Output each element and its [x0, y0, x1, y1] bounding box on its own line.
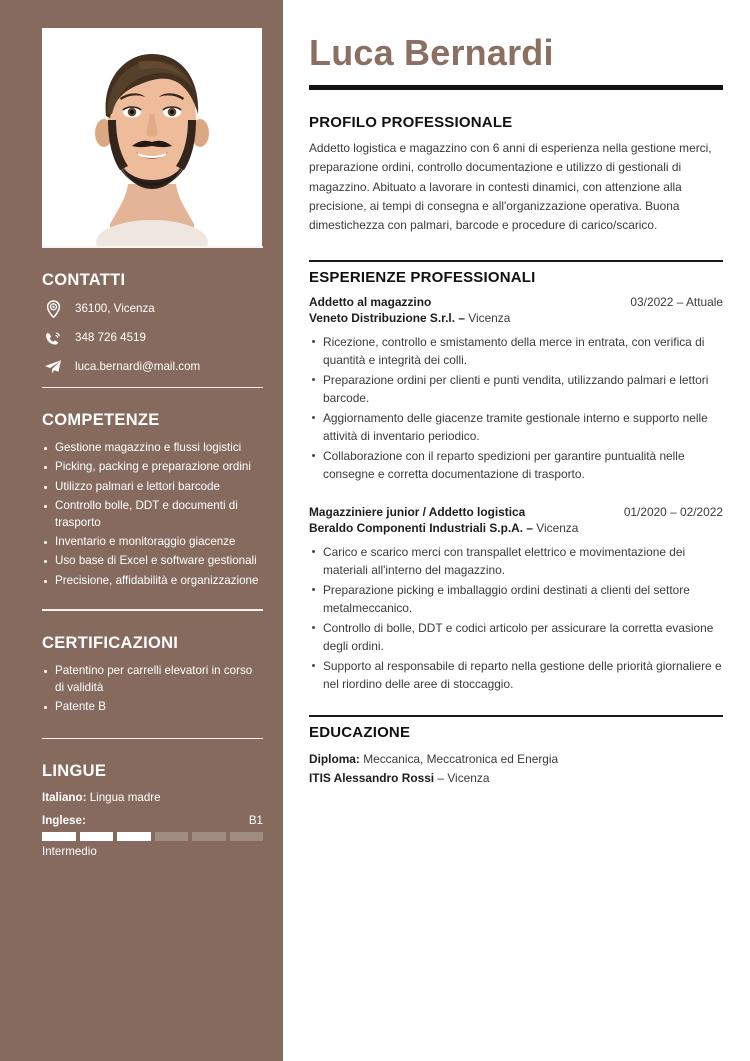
- job-organization: [309, 521, 723, 535]
- list-item: Aggiornamento delle giacenze tramite gestionale interno e supporto nelle attività di inventario periodico.: [309, 409, 723, 445]
- job-company: Beraldo Componenti Industriali S.p.A.: [309, 520, 524, 535]
- contact-address-text: 36100, Vicenza: [75, 301, 155, 315]
- section-contacts: [42, 248, 263, 375]
- list-item: Carico e scarico merci con transpallet elettrico e movimentazione dei materiali all'interno del magazzino.: [309, 543, 723, 579]
- language-level-segment: [80, 832, 114, 841]
- language-level-bar: [42, 832, 263, 841]
- language-native: [42, 791, 263, 804]
- education-separator: –: [434, 770, 448, 785]
- experience-entry: [309, 295, 723, 484]
- divider-skills: [42, 387, 263, 389]
- profile-text: Addetto logistica e magazzino con 6 anni di esperienza nella gestione merci, preparazione ordini, controllo documentazione e utilizzo di gestionali di magazzino. Abituato a lavorare in contesti dinamici, con attenzione alla precisione, ai tempi di consegna e all'organizzazione operativa. Buona dimestichezza con palmari, barcode e procedure di carico/scarico.: [309, 140, 712, 233]
- contact-address[interactable]: [42, 300, 263, 318]
- list-item: Utilizzo palmari e lettori barcode: [42, 479, 263, 496]
- language-level-code: B1: [248, 814, 263, 828]
- education-degree-value: Meccanica, Meccatronica ed Energia: [363, 752, 559, 767]
- job-location: Vicenza: [468, 310, 511, 325]
- paper-plane-icon: [42, 359, 64, 375]
- job-role: Magazziniere junior / Addetto logistica: [309, 504, 526, 519]
- list-item: Patentino per carrelli elevatori in corso di validità: [42, 663, 263, 697]
- profile-photo-image: [42, 28, 262, 246]
- contact-phone-text: 348 726 4519: [75, 331, 146, 345]
- language-level-segment: [42, 832, 76, 841]
- skills-title: COMPETENZE: [42, 411, 160, 429]
- list-item: Ricezione, controllo e smistamento della merce in entrata, con verifica di quantità e integrità dei colli.: [309, 333, 723, 369]
- list-item: Uso base di Excel e software gestionali: [42, 553, 263, 570]
- contact-phone[interactable]: [42, 330, 263, 347]
- language-rated-header: [42, 814, 263, 827]
- job-location: Vicenza: [536, 520, 579, 535]
- education-location: Vicenza: [447, 770, 490, 785]
- experience-entry-header: [309, 295, 723, 309]
- list-item: Preparazione ordini per clienti e punti vendita, utilizzando palmari e lettori barcode.: [309, 371, 723, 407]
- sidebar: [0, 0, 283, 1061]
- list-item: Supporto al responsabile di reparto nella gestione delle priorità giornaliere e nel riordino delle aree di stoccaggio.: [309, 657, 723, 693]
- education-school-name: ITIS Alessandro Rossi: [309, 770, 435, 785]
- certifications-title: CERTIFICAZIONI: [42, 633, 179, 652]
- language-level-segment: [117, 832, 151, 841]
- job-organization: [309, 311, 723, 325]
- profile-title: PROFILO PROFESSIONALE: [309, 113, 513, 131]
- experience-rule: [309, 260, 723, 262]
- name-underline: [309, 85, 723, 90]
- languages-title: LINGUE: [42, 762, 107, 781]
- divider-languages: [42, 738, 263, 740]
- section-certifications: [42, 611, 263, 716]
- job-separator: –: [523, 520, 537, 535]
- job-role: Addetto al magazzino: [309, 294, 432, 309]
- list-item: Inventario e monitoraggio giacenze: [42, 534, 263, 551]
- experience-title: ESPERIENZE PROFESSIONALI: [309, 268, 536, 286]
- list-item: Gestione magazzino e flussi logistici: [42, 440, 263, 457]
- job-company: Veneto Distribuzione S.r.l.: [309, 310, 456, 325]
- divider-certifications: [42, 609, 263, 611]
- language-level-segment: [192, 832, 226, 841]
- section-education: [309, 715, 723, 787]
- list-item: Patente B: [42, 699, 263, 716]
- divider-contacts: [42, 246, 263, 248]
- education-degree: [309, 750, 723, 768]
- education-school: [309, 769, 723, 787]
- list-item: Picking, packing e preparazione ordini: [42, 459, 263, 476]
- profile-photo: [42, 28, 262, 246]
- education-title: EDUCAZIONE: [309, 724, 411, 742]
- list-item: Controllo di bolle, DDT e codici articolo per assicurare la corretta evasione degli ordini.: [309, 619, 723, 655]
- job-date: 03/2022 – Attuale: [630, 294, 723, 309]
- language-rated-label: Inglese:: [42, 814, 86, 828]
- experience-entry-header: [309, 505, 723, 519]
- job-separator: –: [455, 310, 469, 325]
- section-languages: [42, 739, 263, 858]
- certifications-list: [42, 663, 263, 716]
- list-item: Controllo bolle, DDT e documenti di trasporto: [42, 498, 263, 532]
- phone-icon: [42, 330, 64, 347]
- main-column: [283, 0, 750, 1061]
- experience-entry: [309, 505, 723, 694]
- language-native-value: Lingua madre: [89, 791, 161, 805]
- language-level-segment: [155, 832, 189, 841]
- contact-email[interactable]: [42, 359, 263, 375]
- list-item: Preparazione picking e imballaggio ordini destinati a clienti del settore metalmeccanico.: [309, 581, 723, 617]
- contacts-title: CONTATTI: [42, 270, 126, 289]
- education-rule: [309, 715, 723, 717]
- page-title: Luca Bernardi: [309, 32, 554, 73]
- section-skills: [42, 388, 263, 589]
- education-degree-label: Diploma:: [309, 752, 360, 767]
- language-level-text: Intermedio: [42, 845, 97, 859]
- list-item: Precisione, affidabilità e organizzazione: [42, 573, 263, 590]
- contact-email-text: luca.bernardi@mail.com: [75, 359, 201, 373]
- section-profile: [309, 114, 723, 236]
- list-item: Collaborazione con il reparto spedizioni per garantire puntualità nelle consegne e corretta documentazione di trasporto.: [309, 447, 723, 483]
- location-pin-icon: [42, 300, 64, 318]
- skills-list: [42, 440, 263, 589]
- job-date: 01/2020 – 02/2022: [623, 504, 723, 519]
- section-experience: [309, 260, 723, 694]
- language-native-label: Italiano:: [42, 791, 87, 805]
- language-level-segment: [230, 832, 264, 841]
- job-bullets: [309, 333, 723, 484]
- job-bullets: [309, 543, 723, 694]
